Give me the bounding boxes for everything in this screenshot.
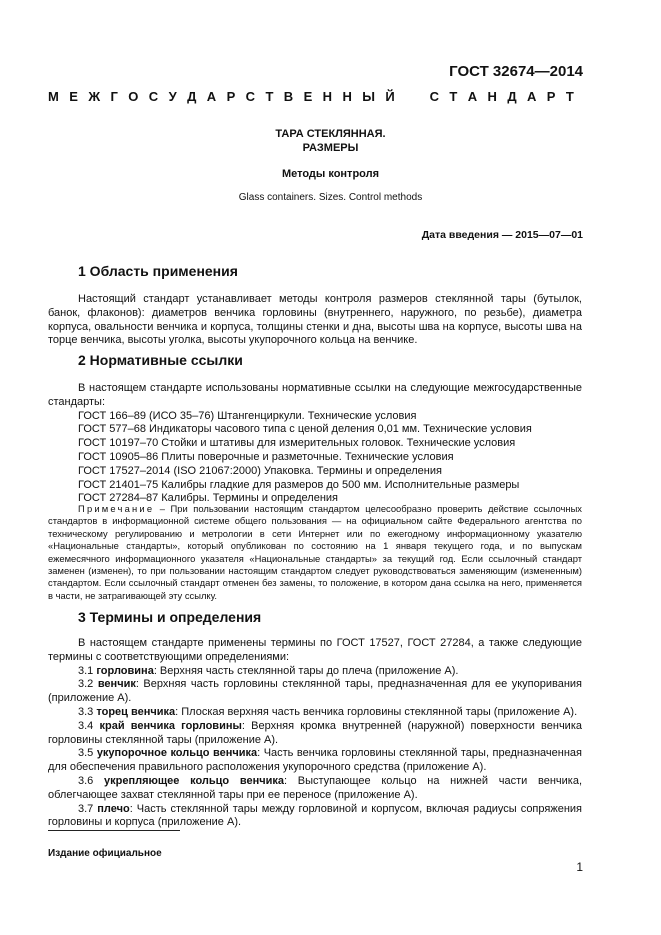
- term-name: край венчика горловины: [99, 719, 242, 732]
- banner-word-gap: [405, 89, 419, 104]
- term-definition: [48, 720, 582, 748]
- banner-letter: В: [283, 89, 294, 104]
- section-3-heading: 3 Термины и определения: [78, 609, 262, 625]
- term-name: горловина: [96, 664, 154, 677]
- term-number: 3.5: [78, 747, 94, 760]
- term-name: укупорочное кольцо венчика: [96, 747, 258, 760]
- term-number: 3.6: [78, 774, 94, 787]
- section-2-note: [48, 503, 582, 602]
- banner-letter: М: [48, 89, 59, 104]
- document-title-line1: ТАРА СТЕКЛЯННАЯ.: [275, 128, 386, 140]
- banner-letter: Д: [187, 89, 197, 104]
- banner-letter: С: [148, 89, 159, 104]
- banner-letter: Т: [565, 89, 574, 104]
- banner-letter: Р: [546, 89, 556, 104]
- banner-letter: Е: [69, 89, 78, 104]
- standard-number: ГОСТ 32674—2014: [449, 63, 583, 80]
- banner-letter: У: [168, 89, 177, 104]
- official-edition-label: Издание официальное: [48, 848, 162, 859]
- term-text: : Верхняя часть стеклянной тары до плеча (приложение А).: [153, 664, 459, 677]
- introduction-date: Дата введения — 2015—07—01: [421, 229, 583, 241]
- banner-letter: Р: [226, 89, 236, 104]
- term-definition: [48, 803, 582, 831]
- normative-reference-item: ГОСТ 21401–75 Калибры гладкие для размеров до 500 мм. Исполнительные размеры: [78, 478, 520, 491]
- term-number: 3.1: [78, 664, 94, 677]
- term-number: 3.3: [78, 705, 94, 718]
- term-text: : Выступающее кольцо на нижней части венчика, облегчающее захват стеклянной тары при ее переносе (приложение А).: [48, 774, 582, 801]
- banner-letter: А: [206, 89, 217, 104]
- section-1-body: [48, 293, 582, 348]
- term-definition: [48, 665, 582, 679]
- section-3-body: [48, 637, 582, 830]
- english-title: Glass containers. Sizes. Control methods: [238, 192, 423, 203]
- note-text: – При пользовании настоящим стандартом целесообразно проверить действие ссылочных стандартов в информационной системе общего пользования — на официальном сайте Федерального агентства по техническому регулированию и метрологии в сети Интернет или по ежегодному информационному указателю «Национальные стандарты», который опубликован по состоянию на 1 января текущего года, и по выпускам ежемесячного информационного указателя «Национальные стандарты» за текущий год. Если ссылочный стандарт заменен (изменен), то при пользовании настоящим стандартом следует руководствоваться заменяющим (измененным) стандартом. Если ссылочный стандарт отменен без замены, то положение, в котором дана ссылка на него, применяется в части, не затрагивающей эту ссылку.: [48, 503, 582, 601]
- section-1-paragraph: Настоящий стандарт устанавливает методы контроля размеров стеклянной тары (бутылок, банок, флаконов): диаметров венчика горловины (внутреннего, наружного, по резьбе), диаметра корпуса, овальности венчика и корпуса, толщины стенки и дна, высоты шва на корпусе, высоты шва на торце венчика, высоты уголка, высоты укупорочного кольца на венчике.: [48, 293, 582, 347]
- banner-letter: Й: [385, 89, 395, 104]
- banner-letter: Г: [110, 89, 118, 104]
- banner-letter: Т: [449, 89, 458, 104]
- banner-letter: С: [429, 89, 439, 104]
- section-2-intro: В настоящем стандарте использованы нормативные ссылки на следующие межгосударственные стандарты:: [48, 382, 582, 408]
- banner-letter: Н: [342, 89, 352, 104]
- term-name: плечо: [97, 802, 130, 815]
- banner-letter: Е: [303, 89, 313, 104]
- term-name: укрепляющее кольцо венчика: [104, 774, 284, 787]
- term-text: : Часть стеклянной тары между горловиной и корпусом, включая радиусы сопряжения горловины и корпуса (приложение А).: [48, 802, 582, 829]
- banner-letter: Ж: [88, 89, 101, 104]
- section-2-heading: 2 Нормативные ссылки: [78, 352, 243, 368]
- term-name: венчик: [97, 678, 136, 691]
- term-text: : Верхняя кромка внутренней (наружной) поверхности венчика горловины стеклянной тары (приложение А).: [48, 719, 582, 746]
- normative-reference-item: ГОСТ 10905–86 Плиты поверочные и разметочные. Технические условия: [78, 450, 454, 463]
- terms-list: [48, 665, 582, 831]
- page-number: 1: [576, 860, 583, 874]
- banner-letter: А: [526, 89, 537, 104]
- term-text: : Часть венчика горловины стеклянной тары, предназначенная для обеспечения правильного расположения укупорочного средства (приложение А).: [48, 747, 583, 774]
- normative-references-list: [48, 410, 582, 507]
- note-label: Примечание: [78, 503, 155, 514]
- term-definition: [48, 747, 582, 775]
- term-definition: [48, 678, 582, 706]
- term-number: 3.4: [78, 719, 94, 732]
- section-3-intro: В настоящем стандарте применены термины по ГОСТ 17527, ГОСТ 27284, а также следующие термины с соответствующими определениями:: [48, 637, 582, 663]
- section-1-heading: 1 Область применения: [78, 263, 238, 279]
- normative-reference-item: ГОСТ 166–89 (ИСО 35–76) Штангенциркули. Технические условия: [78, 409, 417, 422]
- normative-reference-item: ГОСТ 10197–70 Стойки и штативы для измерительных головок. Технические условия: [78, 437, 516, 450]
- interstate-standard-banner: [48, 89, 574, 104]
- normative-reference-item: ГОСТ 577–68 Индикаторы часового типа с ценой деления 0,01 мм. Технические условия: [78, 423, 532, 436]
- banner-letter: Т: [265, 89, 274, 104]
- normative-reference-item: ГОСТ 17527–2014 (ISO 21067:2000) Упаковка. Термины и определения: [78, 464, 442, 477]
- term-definition: [48, 706, 582, 720]
- normative-reference-item: ГОСТ 27284–87 Калибры. Термины и определения: [78, 492, 339, 505]
- banner-letter: Н: [322, 89, 333, 104]
- term-name: торец венчика: [96, 705, 176, 718]
- banner-letter: А: [467, 89, 478, 104]
- term-text: : Верхняя часть горловины стеклянной тары, предназначенная для ее укупоривания (приложение А).: [48, 678, 582, 705]
- term-definition: [48, 775, 582, 803]
- banner-letter: Н: [487, 89, 497, 104]
- term-number: 3.2: [78, 678, 94, 691]
- footer-divider: [48, 830, 180, 831]
- banner-letter: О: [128, 89, 139, 104]
- term-text: : Плоская верхняя часть венчика горловины стеклянной тары (приложение А).: [175, 705, 578, 718]
- section-2-body: [48, 382, 582, 506]
- document-subtitle: Методы контроля: [281, 168, 380, 180]
- banner-letter: Ы: [362, 89, 375, 104]
- term-number: 3.7: [78, 802, 94, 815]
- banner-letter: Д: [507, 89, 517, 104]
- document-title-line2: РАЗМЕРЫ: [302, 142, 359, 154]
- banner-letter: С: [245, 89, 256, 104]
